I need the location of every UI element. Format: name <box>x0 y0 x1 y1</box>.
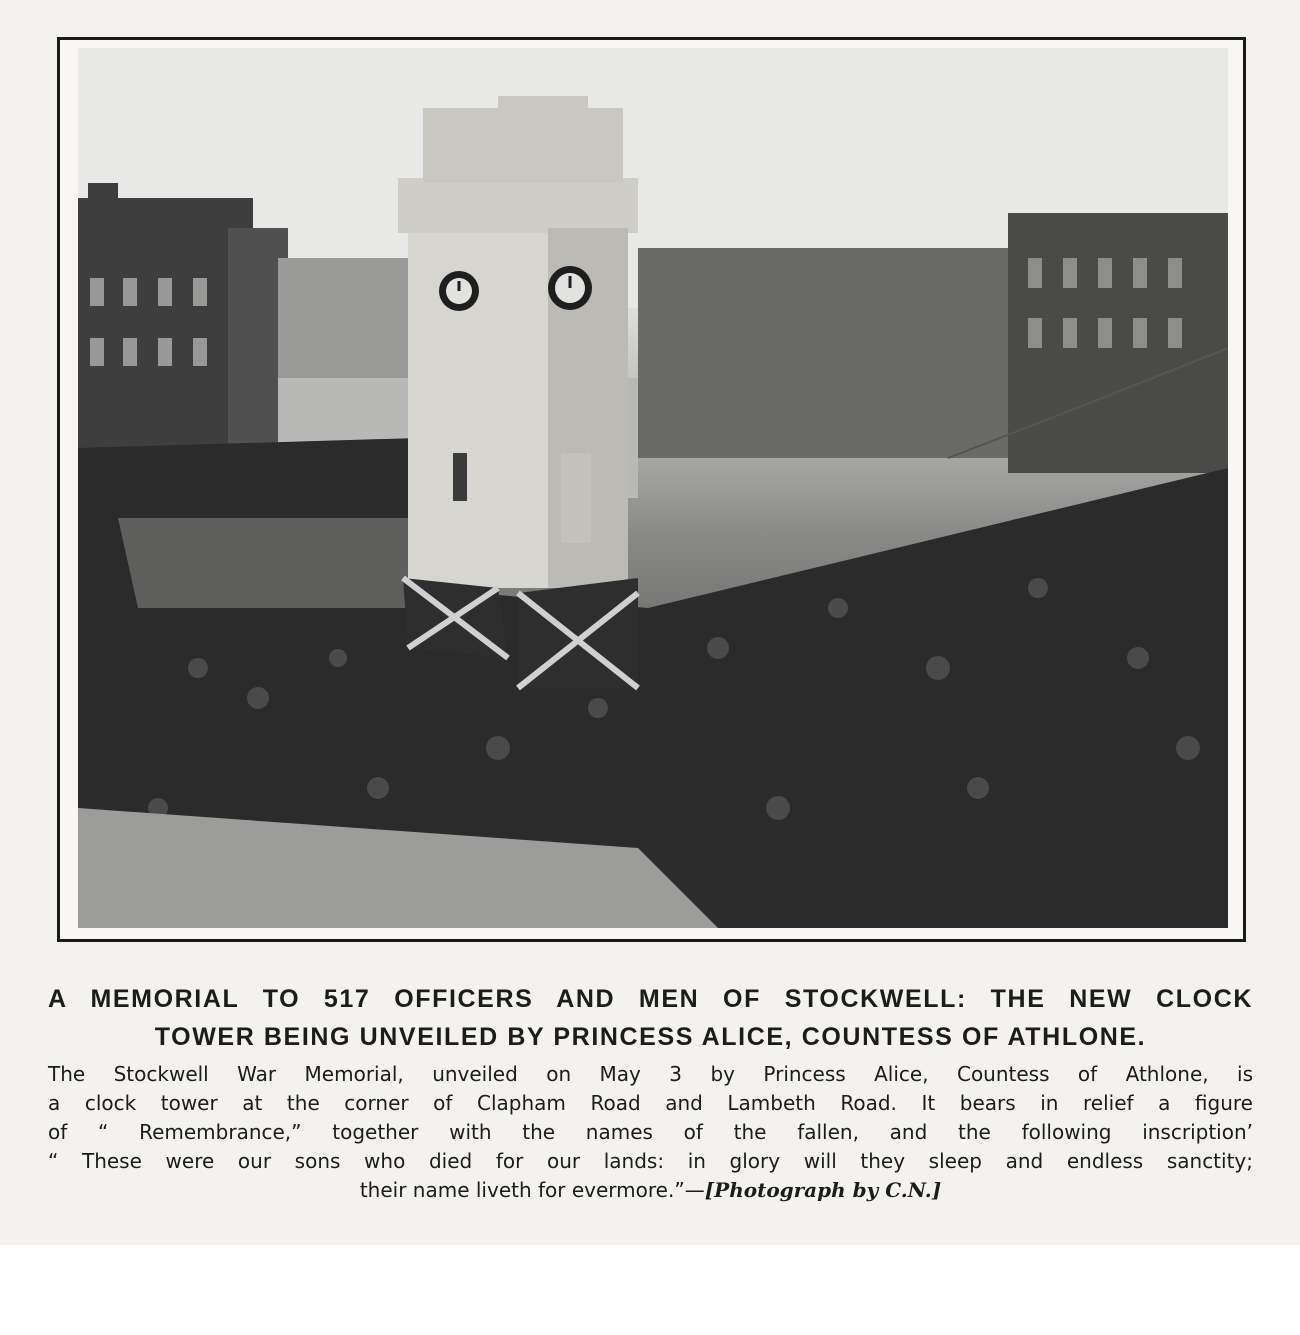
headline-line-2: TOWER BEING UNVEILED BY PRINCESS ALICE, COUNTESS OF ATHLONE. <box>154 1023 1147 1051</box>
body-line-5-text: their name liveth for evermore.”— <box>359 1178 705 1202</box>
body-line-5 <box>48 1176 1253 1205</box>
headline <box>48 980 1253 1056</box>
body-line-4: “ These were our sons who died for our lands: in glory will they sleep and endless sanctity; <box>48 1149 1253 1173</box>
photograph-clock-tower-crowd <box>78 48 1228 928</box>
caption-body <box>48 1060 1253 1205</box>
body-line-3: of “ Remembrance,” together with the names of the fallen, and the following inscription’ <box>48 1120 1253 1144</box>
headline-line-1: A MEMORIAL TO 517 OFFICERS AND MEN OF STOCKWELL: THE NEW CLOCK <box>48 985 1253 1013</box>
body-line-2: a clock tower at the corner of Clapham Road and Lambeth Road. It bears in relief a figure <box>48 1091 1253 1115</box>
caption <box>48 980 1253 1205</box>
photo-credit: [Photograph by C.N.] <box>704 1178 942 1202</box>
body-line-1: The Stockwell War Memorial, unveiled on May 3 by Princess Alice, Countess of Athlone, is <box>48 1062 1253 1086</box>
clock-tower <box>398 96 638 688</box>
bottom-white-band <box>0 1245 1300 1335</box>
